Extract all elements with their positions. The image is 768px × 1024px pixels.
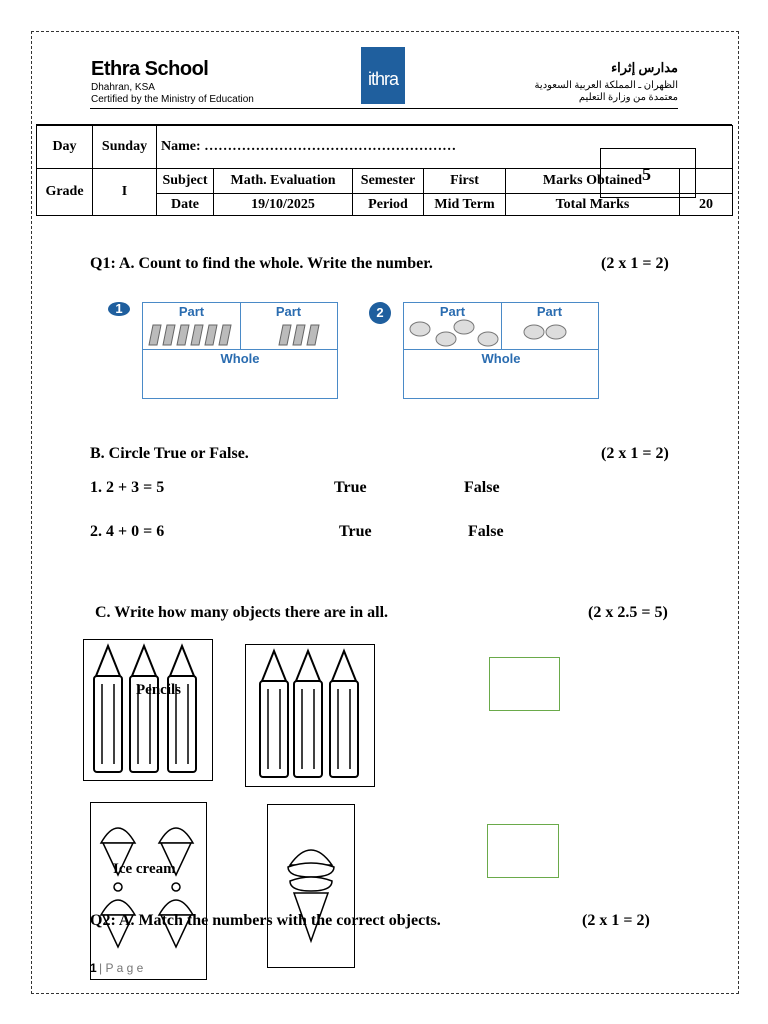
arabic-certification: معتمدة من وزارة التعليم bbox=[578, 92, 678, 103]
day-label: Day bbox=[37, 126, 93, 169]
false-option-2[interactable]: False bbox=[468, 523, 504, 540]
marks-obtained-value: 5 bbox=[642, 164, 651, 184]
page-label: | P a g e bbox=[99, 961, 144, 975]
crayons-image-1 bbox=[83, 639, 213, 781]
student-name-field[interactable]: Name: ……………………………………………… bbox=[157, 126, 733, 169]
whole-divider bbox=[143, 349, 337, 350]
q1a-title: Q1: A. Count to find the whole. Write the number. bbox=[90, 255, 433, 272]
true-option-2[interactable]: True bbox=[339, 523, 372, 540]
school-certification: Certified by the Ministry of Education bbox=[91, 94, 254, 105]
tf-statement-2: 2. 4 + 0 = 6 bbox=[90, 523, 165, 540]
icecream-caption: Ice cream bbox=[113, 861, 176, 877]
answer-box-pencils[interactable] bbox=[489, 657, 560, 711]
date-label: Date bbox=[157, 194, 214, 216]
q1b-marks: (2 x 1 = 2) bbox=[601, 445, 669, 462]
q2a-title: Q2: A. Match the numbers with the correct objects. bbox=[90, 912, 441, 929]
q1c-marks: (2 x 2.5 = 5) bbox=[588, 604, 668, 621]
q2a-marks: (2 x 1 = 2) bbox=[582, 912, 650, 929]
lemon-slices-icon bbox=[522, 321, 572, 343]
q1c-title: C. Write how many objects there are in all. bbox=[95, 604, 389, 621]
date-value: 19/10/2025 bbox=[214, 194, 353, 216]
school-logo bbox=[361, 47, 405, 104]
period-label: Period bbox=[353, 194, 424, 216]
grade-value: I bbox=[93, 169, 157, 216]
arabic-school-name: مدارس إثراء bbox=[611, 60, 678, 75]
crayons-image-2 bbox=[245, 644, 375, 787]
tf-statement-1: 1. 2 + 3 = 5 bbox=[90, 479, 165, 496]
crayons-icon bbox=[84, 640, 212, 780]
part-label: Part bbox=[275, 304, 302, 319]
subject-label: Subject bbox=[157, 169, 214, 194]
ice-cream-icon bbox=[91, 803, 206, 979]
school-name: Ethra School bbox=[91, 58, 209, 80]
true-option-1[interactable]: True bbox=[334, 479, 367, 496]
answer-box-icecream[interactable] bbox=[487, 824, 559, 878]
header-divider bbox=[90, 108, 678, 109]
item-number-badge: 1 bbox=[108, 302, 130, 316]
semester-label: Semester bbox=[353, 169, 424, 194]
lemon-slices-icon bbox=[406, 317, 500, 349]
total-marks-label: Total Marks bbox=[506, 194, 680, 216]
icecream-image-2 bbox=[267, 804, 355, 968]
total-marks-value: 20 bbox=[680, 194, 733, 216]
marks-obtained-label: Marks Obtained bbox=[506, 169, 680, 194]
item-number-badge: 2 bbox=[369, 302, 391, 324]
grade-label: Grade bbox=[37, 169, 93, 216]
part-label: Part bbox=[178, 304, 205, 319]
part-whole-box-2 bbox=[403, 302, 599, 399]
false-option-1[interactable]: False bbox=[464, 479, 500, 496]
whole-label: Whole bbox=[220, 351, 260, 366]
pencils-group-icon bbox=[147, 321, 239, 347]
icecream-image-1 bbox=[90, 802, 207, 980]
page-number: 1 bbox=[90, 961, 97, 975]
subject-value: Math. Evaluation bbox=[214, 169, 353, 194]
logo-text: ithra bbox=[367, 69, 398, 89]
q1b-title: B. Circle True or False. bbox=[90, 445, 249, 462]
pencils-caption: Pencils bbox=[136, 682, 181, 698]
part-label: Part bbox=[439, 304, 466, 319]
part-whole-box-1 bbox=[142, 302, 338, 399]
day-value: Sunday bbox=[93, 126, 157, 169]
part-label: Part bbox=[536, 304, 563, 319]
whole-divider bbox=[404, 349, 598, 350]
q1a-marks: (2 x 1 = 2) bbox=[601, 255, 669, 272]
semester-value: First bbox=[424, 169, 506, 194]
ice-cream-icon bbox=[268, 805, 354, 967]
whole-label: Whole bbox=[481, 351, 521, 366]
school-location: Dhahran, KSA bbox=[91, 82, 155, 93]
period-value: Mid Term bbox=[424, 194, 506, 216]
arabic-location: الظهران ـ المملكة العربية السعودية bbox=[534, 80, 678, 91]
crayons-icon bbox=[246, 645, 374, 786]
pencils-group-icon bbox=[277, 321, 327, 347]
